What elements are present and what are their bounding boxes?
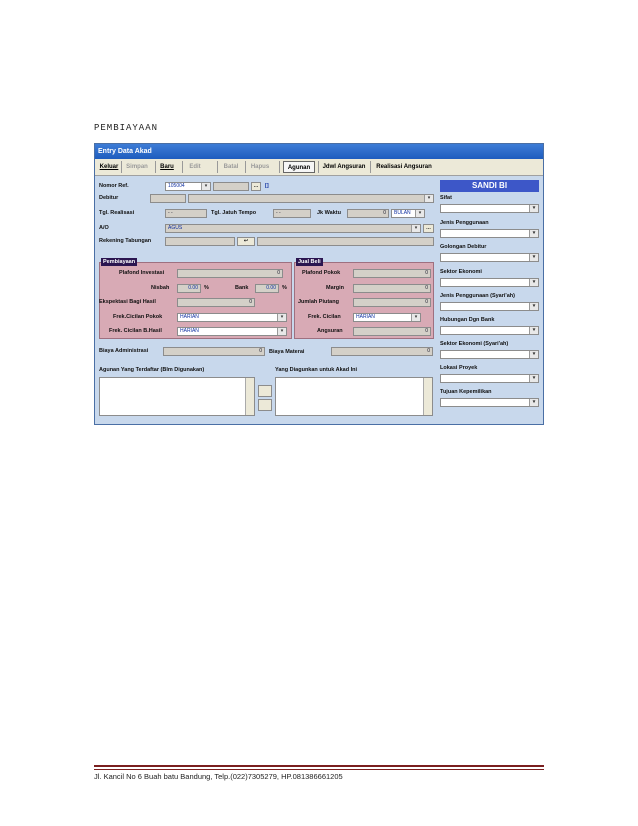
jenis-penggunaan-syariah-select[interactable]	[440, 302, 539, 311]
frek-pokok-label: Frek.Cicilan Pokok	[113, 314, 163, 320]
chevron-down-icon[interactable]: ▾	[529, 254, 538, 261]
chevron-down-icon[interactable]: ▾	[529, 205, 538, 212]
realisasi-angsuran-button[interactable]: Realisasi Angsuran	[376, 164, 432, 170]
frek-pokok-value: HARIAN	[180, 314, 199, 320]
toolbar-separator	[121, 161, 122, 173]
plafond-investasi-label: Plafond Investasi	[119, 270, 165, 276]
biaya-administrasi-field[interactable]	[163, 347, 265, 356]
chevron-down-icon[interactable]: ▾	[529, 327, 538, 334]
bank-value: 0.00	[266, 285, 276, 291]
sektor-ekonomi-select[interactable]	[440, 278, 539, 287]
sifat-label: Sifat	[440, 195, 452, 201]
jenis-penggunaan-label: Jenis Penggunaan	[440, 220, 489, 226]
jk-waktu-label: Jk Waktu	[317, 210, 341, 216]
biaya-materai-value: 0	[427, 348, 430, 354]
keluar-button[interactable]: Keluar	[99, 164, 119, 170]
sektor-ekonomi-syariah-label: Sektor Ekonomi (Syari'ah)	[440, 341, 509, 347]
plafond-pokok-field[interactable]	[353, 269, 431, 278]
sektor-ekonomi-label: Sektor Ekonomi	[440, 269, 482, 275]
hapus-button[interactable]: Hapus	[250, 164, 270, 170]
jk-unit-select[interactable]	[391, 209, 425, 218]
chevron-down-icon[interactable]: ▾	[415, 210, 424, 217]
chevron-down-icon[interactable]: ▾	[277, 328, 286, 335]
toolbar-separator	[279, 161, 280, 173]
move-right-button[interactable]	[258, 385, 272, 397]
plafond-pokok-value: 0	[425, 270, 428, 276]
bank-field[interactable]	[255, 284, 279, 293]
hubungan-dgn-bank-select[interactable]	[440, 326, 539, 335]
golongan-debitur-label: Golongan Debitur	[440, 244, 487, 250]
bank-label: Bank	[235, 285, 249, 291]
debitur-label: Debitur	[99, 195, 119, 201]
agunan-button[interactable]: Agunan	[283, 161, 315, 173]
tgl-realisasi-field[interactable]	[165, 209, 207, 218]
edit-button[interactable]: Edit	[189, 164, 201, 170]
ekspektasi-value: 0	[249, 299, 252, 305]
lokasi-proyek-select[interactable]	[440, 374, 539, 383]
toolbar-separator	[370, 161, 371, 173]
rekening-lookup-button[interactable]: ↩	[237, 237, 255, 246]
footer-address: Jl. Kancil No 6 Buah batu Bandung, Telp.(022)7305279, HP.081386661205	[94, 772, 343, 781]
document-heading: PEMBIAYAAN	[94, 123, 159, 133]
ao-select[interactable]	[165, 224, 421, 233]
agunan-diagunkan-label: Yang Diagunkan untuk Akad Ini	[275, 367, 358, 373]
chevron-down-icon[interactable]: ▾	[529, 279, 538, 286]
margin-value: 0	[425, 285, 428, 291]
jenis-penggunaan-select[interactable]	[440, 229, 539, 238]
frek-bhasil-label: Frek. Cicilan B.Hasil	[109, 328, 162, 334]
margin-field[interactable]	[353, 284, 431, 293]
sifat-select[interactable]	[440, 204, 539, 213]
nomor-ref-extra-field[interactable]	[213, 182, 249, 191]
tgl-jatuh-tempo-field[interactable]	[273, 209, 311, 218]
agunan-diagunkan-list[interactable]	[275, 377, 433, 416]
chevron-down-icon[interactable]: ▾	[424, 195, 433, 202]
tgl-realisasi-value: - -	[168, 210, 173, 216]
move-left-button[interactable]	[258, 399, 272, 411]
agunan-terdaftar-list[interactable]	[99, 377, 255, 416]
plafond-investasi-value: 0	[277, 270, 280, 276]
chevron-down-icon[interactable]: ▾	[277, 314, 286, 321]
debitur-code-field[interactable]	[150, 194, 186, 203]
rekening-tabungan-field[interactable]	[165, 237, 235, 246]
chevron-down-icon[interactable]: ▾	[529, 351, 538, 358]
sandi-bi-column	[436, 177, 542, 423]
biaya-materai-label: Biaya Materai	[269, 349, 305, 355]
scrollbar[interactable]	[245, 378, 254, 415]
margin-label: Margin	[326, 285, 345, 291]
chevron-down-icon[interactable]: ▾	[529, 375, 538, 382]
tujuan-kepemilikan-select[interactable]	[440, 398, 539, 407]
toolbar-separator	[245, 161, 246, 173]
entry-data-akad-window	[94, 143, 544, 425]
jdwl-angsuran-button[interactable]: Jdwl Angsuran	[322, 164, 366, 170]
golongan-debitur-select[interactable]	[440, 253, 539, 262]
nisbah-label: Nisbah	[151, 285, 170, 291]
nomor-ref-field[interactable]	[165, 182, 211, 191]
plafond-investasi-field[interactable]	[177, 269, 283, 278]
nomor-ref-bracket: []	[265, 183, 269, 189]
jenis-penggunaan-syariah-label: Jenis Penggunaan (Syari'ah)	[440, 293, 515, 299]
baru-button[interactable]: Baru	[160, 164, 174, 170]
angsuran-field[interactable]	[353, 327, 431, 336]
nisbah-percent: %	[204, 285, 209, 291]
debitur-name-field[interactable]	[188, 194, 434, 203]
sektor-ekonomi-syariah-select[interactable]	[440, 350, 539, 359]
biaya-administrasi-value: 0	[259, 348, 262, 354]
hubungan-dgn-bank-label: Hubungan Dgn Bank	[440, 317, 495, 323]
toolbar-separator	[217, 161, 218, 173]
chevron-down-icon[interactable]: ▾	[201, 183, 210, 190]
frek-bhasil-value: HARIAN	[180, 328, 199, 334]
toolbar-separator	[155, 161, 156, 173]
rekening-tabungan-label: Rekening Tabungan	[99, 238, 152, 244]
jumlah-piutang-field[interactable]	[353, 298, 431, 307]
jumlah-piutang-label: Jumlah Piutang	[298, 299, 339, 305]
ao-lookup-button[interactable]: …	[423, 224, 434, 233]
chevron-down-icon[interactable]: ▾	[411, 225, 420, 232]
nisbah-field[interactable]	[177, 284, 201, 293]
footer-rule	[94, 765, 544, 770]
nomor-ref-value: 105004	[168, 183, 185, 189]
chevron-down-icon[interactable]: ▾	[529, 303, 538, 310]
lokasi-proyek-label: Lokasi Proyek	[440, 365, 478, 371]
bank-percent: %	[282, 285, 287, 291]
agunan-terdaftar-label: Agunan Yang Terdaftar (Blm Digunakan)	[99, 367, 205, 373]
jumlah-piutang-value: 0	[425, 299, 428, 305]
pembiayaan-title: Pembiayaan	[103, 259, 136, 265]
tgl-realisasi-label: Tgl. Realisasi	[99, 210, 135, 216]
chevron-down-icon[interactable]: ▾	[411, 314, 420, 321]
simpan-button[interactable]: Simpan	[126, 164, 148, 170]
jk-waktu-value: 0	[383, 210, 386, 216]
ekspektasi-field[interactable]	[177, 298, 255, 307]
chevron-down-icon[interactable]: ▾	[529, 230, 538, 237]
ao-value: AGUS	[168, 225, 183, 231]
plafond-pokok-label: Plafond Pokok	[302, 270, 341, 276]
toolbar-separator	[182, 161, 183, 173]
nomor-ref-label: Nomor Ref.	[99, 183, 129, 189]
ekspektasi-label: Ekspektasi Bagi Hasil	[99, 299, 156, 305]
lookup-button[interactable]: …	[251, 182, 261, 191]
rekening-name-field[interactable]	[257, 237, 434, 246]
chevron-down-icon[interactable]: ▾	[529, 399, 538, 406]
jual-beli-title: Jual Beli	[298, 259, 321, 265]
toolbar	[95, 159, 543, 176]
jk-waktu-field[interactable]	[347, 209, 389, 218]
toolbar-separator	[318, 161, 319, 173]
frek-cicilan-select[interactable]	[353, 313, 421, 322]
frek-bhasil-select[interactable]	[177, 327, 287, 336]
angsuran-label: Angsuran	[317, 328, 343, 334]
biaya-materai-field[interactable]	[331, 347, 433, 356]
biaya-administrasi-label: Biaya Administrasi	[99, 348, 149, 354]
jk-unit-value: BULAN	[394, 210, 411, 216]
nisbah-value: 0.00	[188, 285, 198, 291]
batal-button[interactable]: Batal	[223, 164, 239, 170]
tujuan-kepemilikan-label: Tujuan Kepemilikan	[440, 389, 492, 395]
angsuran-value: 0	[425, 328, 428, 334]
scrollbar[interactable]	[423, 378, 432, 415]
tgl-jatuh-tempo-value: - -	[276, 210, 281, 216]
frek-pokok-select[interactable]	[177, 313, 287, 322]
sandi-bi-title: SANDI BI	[440, 180, 539, 192]
frek-cicilan-value: HARIAN	[356, 314, 375, 320]
ao-label: A/O	[99, 225, 109, 231]
window-title: Entry Data Akad	[95, 144, 543, 159]
tgl-jatuh-tempo-label: Tgl. Jatuh Tempo	[211, 210, 257, 216]
frek-cicilan-label: Frek. Cicilan	[308, 314, 341, 320]
